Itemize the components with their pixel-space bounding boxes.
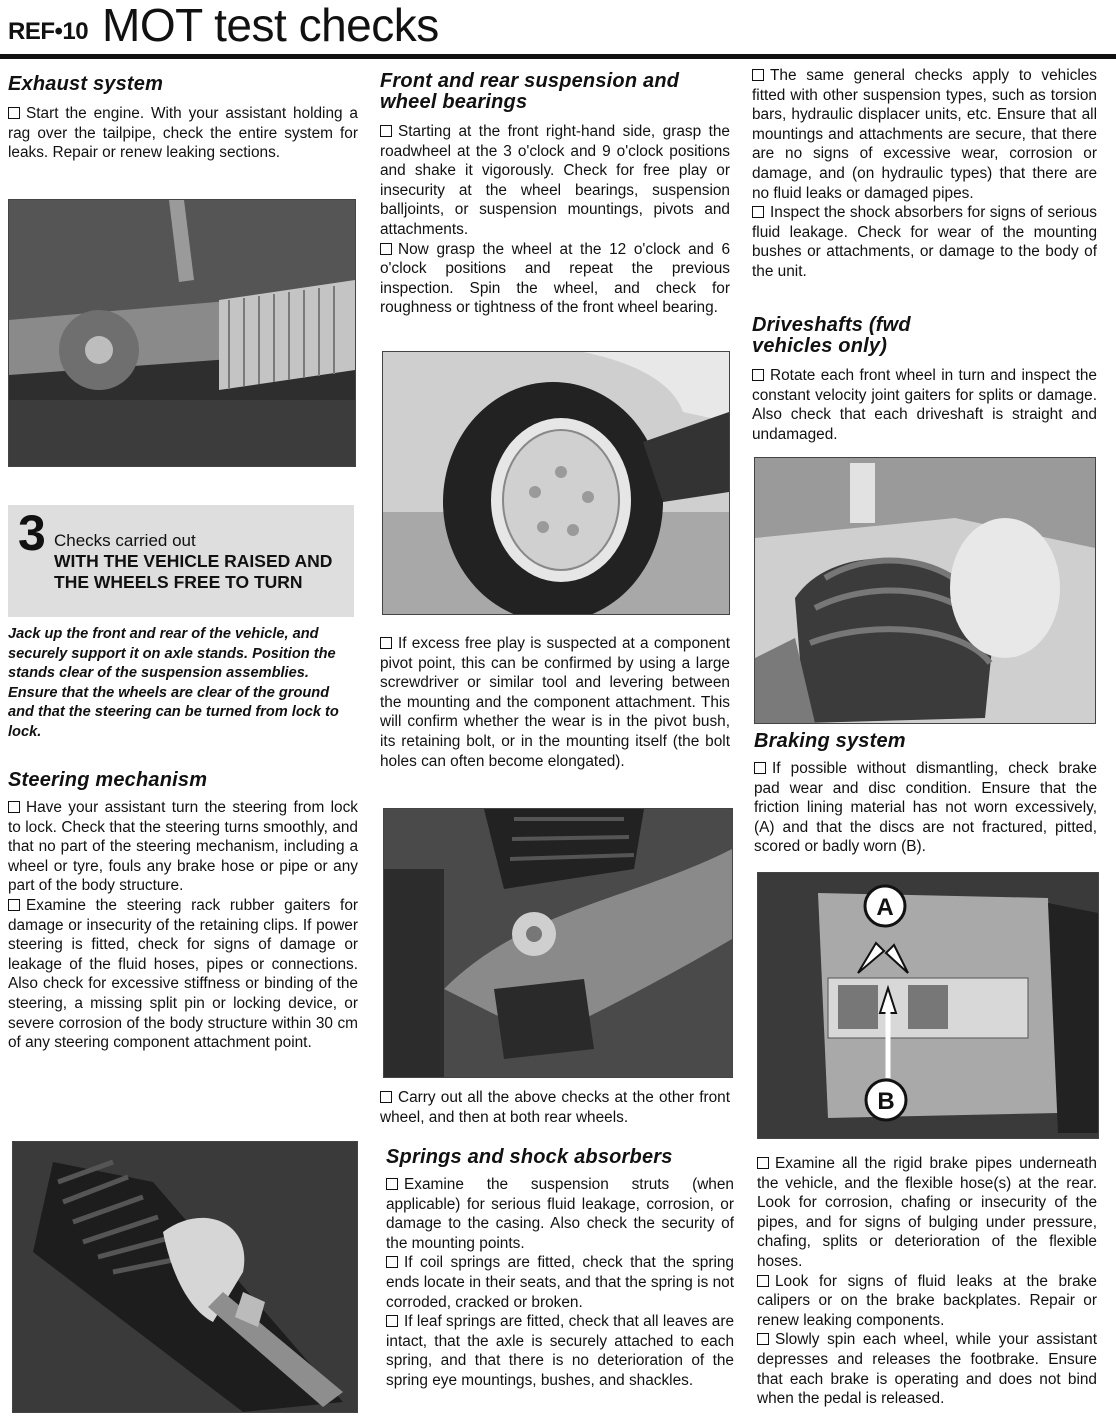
- braking-pipes-section: [757, 1154, 1097, 1409]
- steering-paragraph-2: Examine the steering rack rubber gaiters for damage or insecurity of the retaining clips. If power steering is fitted, check for signs of damage or leakage of the fluid hoses, pipes or connections. Also check for excessive stiffness or binding of the steering, a missing split pin or locking device, or severe corrosion of the body structure within 30 cm of any steering component attachment point.: [8, 896, 358, 1052]
- checkbox-icon: [752, 69, 764, 81]
- cv-gaiter-photo: [754, 457, 1096, 724]
- checkbox-icon: [380, 1091, 392, 1103]
- exhaust-paragraph: Start the engine. With your assistant holding a rag over the tailpipe, check the entire system for leaks. Repair or renew leaking sections.: [8, 105, 358, 162]
- checkbox-icon: [386, 1178, 398, 1190]
- checkbox-icon: [8, 801, 20, 813]
- other-paragraph-2: Inspect the shock absorbers for signs of serious fluid leakage. Check for wear of the mounting bushes or attachments, or damage to the body of the unit.: [752, 204, 1097, 280]
- checkbox-icon: [757, 1157, 769, 1169]
- exhaust-title: Exhaust system: [8, 73, 164, 95]
- springs-paragraph-2: If coil springs are fitted, check that the spring ends locate in their seats, and that the spring is not corroded, cracked or broken.: [386, 1254, 734, 1311]
- brake-caliper-photo: [757, 872, 1099, 1139]
- section-heading-line2: WITH THE VEHICLE RAISED AND THE WHEELS FREE TO TURN: [54, 551, 333, 592]
- suspension-paragraph-4: Carry out all the above checks at the other front wheel, and then at both rear wheels.: [380, 1089, 730, 1126]
- balljoint-photo: [383, 808, 733, 1078]
- braking-paragraph-1: If possible without dismantling, check brake pad wear and disc condition. Ensure that the friction lining material has not worn excessively, (A) and that the discs are not fractured, pitted, scored or badly worn (B).: [754, 760, 1097, 856]
- other-suspension-section: [752, 66, 1097, 282]
- suspension-section: [380, 71, 730, 318]
- checkbox-icon: [380, 637, 392, 649]
- page-reference: REF•10: [8, 18, 89, 45]
- suspension-paragraph-3: If excess free play is suspected at a component pivot point, this can be confirmed by using a large screwdriver or similar tool and levering between the mounting and the component attachment. This will confirm whether the wear is in the pivot bush, its retaining bolt, or in the mounting itself (the bolt holes can often become elongated).: [380, 635, 730, 770]
- section-heading-line1: Checks carried out: [54, 531, 196, 550]
- checkbox-icon: [8, 899, 20, 911]
- springs-title: Springs and shock absorbers: [386, 1146, 673, 1168]
- page-title: MOT test checks: [102, 0, 439, 51]
- driveshafts-section: [752, 315, 1097, 444]
- header-rule: [0, 54, 1116, 59]
- braking-section: [754, 731, 1097, 857]
- checkbox-icon: [380, 125, 392, 137]
- driveshafts-paragraph: Rotate each front wheel in turn and inspect the constant velocity joint gaiters for splits or damage. Also check that each driveshaft is straight and undamaged.: [752, 367, 1097, 443]
- steering-gaiter-photo: [12, 1141, 358, 1413]
- pivot-check: [380, 634, 730, 771]
- suspension-paragraph-1: Starting at the front right-hand side, grasp the roadwheel at the 3 o'clock and 9 o'clock positions and shake it vigorously. Check for free play or insecurity at the wheel bearings, suspension balljoints, or suspension mountings, pivots and attachments.: [380, 123, 730, 238]
- wheel-photo: [382, 351, 730, 615]
- checkbox-icon: [8, 107, 20, 119]
- braking-paragraph-4: Slowly spin each wheel, while your assistant depresses and releases the footbrake. Ensure that each brake is operating and does not bind when the pedal is released.: [757, 1331, 1097, 1408]
- braking-paragraph-3: Look for signs of fluid leaks at the brake calipers or on the brake backplates. Repair or renew leaking components.: [757, 1272, 1097, 1329]
- springs-section: [386, 1147, 734, 1391]
- section-3-intro: Jack up the front and rear of the vehicle, and securely support it on axle stands. Position the stands clear of the suspension assemblies. Ensure that the wheels are clear of the ground and that the steering can be turned from lock to lock.: [8, 626, 339, 740]
- section-3-box: [8, 505, 354, 617]
- checkbox-icon: [752, 206, 764, 218]
- exhaust-photo: [8, 199, 356, 467]
- steering-title: Steering mechanism: [8, 769, 208, 791]
- checkbox-icon: [386, 1315, 398, 1327]
- suspension-paragraph-2: Now grasp the wheel at the 12 o'clock and 6 o'clock positions and repeat the previous inspection. Spin the wheel, and check for roughness or tightness of the front wheel bearing.: [380, 240, 730, 317]
- section-number: 3: [18, 505, 46, 561]
- springs-paragraph-1: Examine the suspension struts (when applicable) for serious fluid leakage, corrosion, or damage to the casing. Also check the security of the mounting points.: [386, 1176, 734, 1252]
- checkbox-icon: [386, 1256, 398, 1268]
- suspension-title: Front and rear suspension and wheel bearings: [380, 70, 680, 113]
- callout-a: A: [876, 894, 894, 921]
- checkbox-icon: [752, 369, 764, 381]
- springs-paragraph-3: If leaf springs are fitted, check that all leaves are intact, that the axle is securely attached to each spring, and that there is no deterioration of the spring eye mountings, bushes, and shackles.: [386, 1313, 734, 1389]
- page-header: [0, 0, 1116, 62]
- steering-section: [8, 770, 358, 1053]
- other-wheels-check: [380, 1088, 730, 1127]
- checkbox-icon: [757, 1333, 769, 1345]
- checkbox-icon: [380, 243, 392, 255]
- driveshafts-title: Driveshafts (fwd vehicles only): [752, 314, 911, 357]
- exhaust-section: [8, 74, 358, 163]
- checkbox-icon: [754, 762, 766, 774]
- other-paragraph-1: The same general checks apply to vehicles fitted with other suspension types, such as torsion bars, hydraulic displacer units, etc. Ensure that all mountings and attachments are secure, that there are no signs of excessive wear, corrosion or damage, and (on hydraulic types) that there are no fluid leaks or damaged pipes.: [752, 67, 1097, 202]
- checkbox-icon: [757, 1275, 769, 1287]
- callout-b: B: [877, 1088, 895, 1115]
- steering-paragraph-1: Have your assistant turn the steering from lock to lock. Check that the steering turns smoothly, and that no part of the steering mechanism, including a wheel or tyre, fouls any brake hose or pipe or any part of the body structure.: [8, 799, 358, 895]
- braking-paragraph-2: Examine all the rigid brake pipes underneath the vehicle, and the flexible hose(s) at the rear. Look for corrosion, chafing or insecurity of the pipes, and for signs of bulging under pressure, chafing, splits or deterioration of the flexible hoses.: [757, 1155, 1097, 1270]
- braking-title: Braking system: [754, 730, 906, 752]
